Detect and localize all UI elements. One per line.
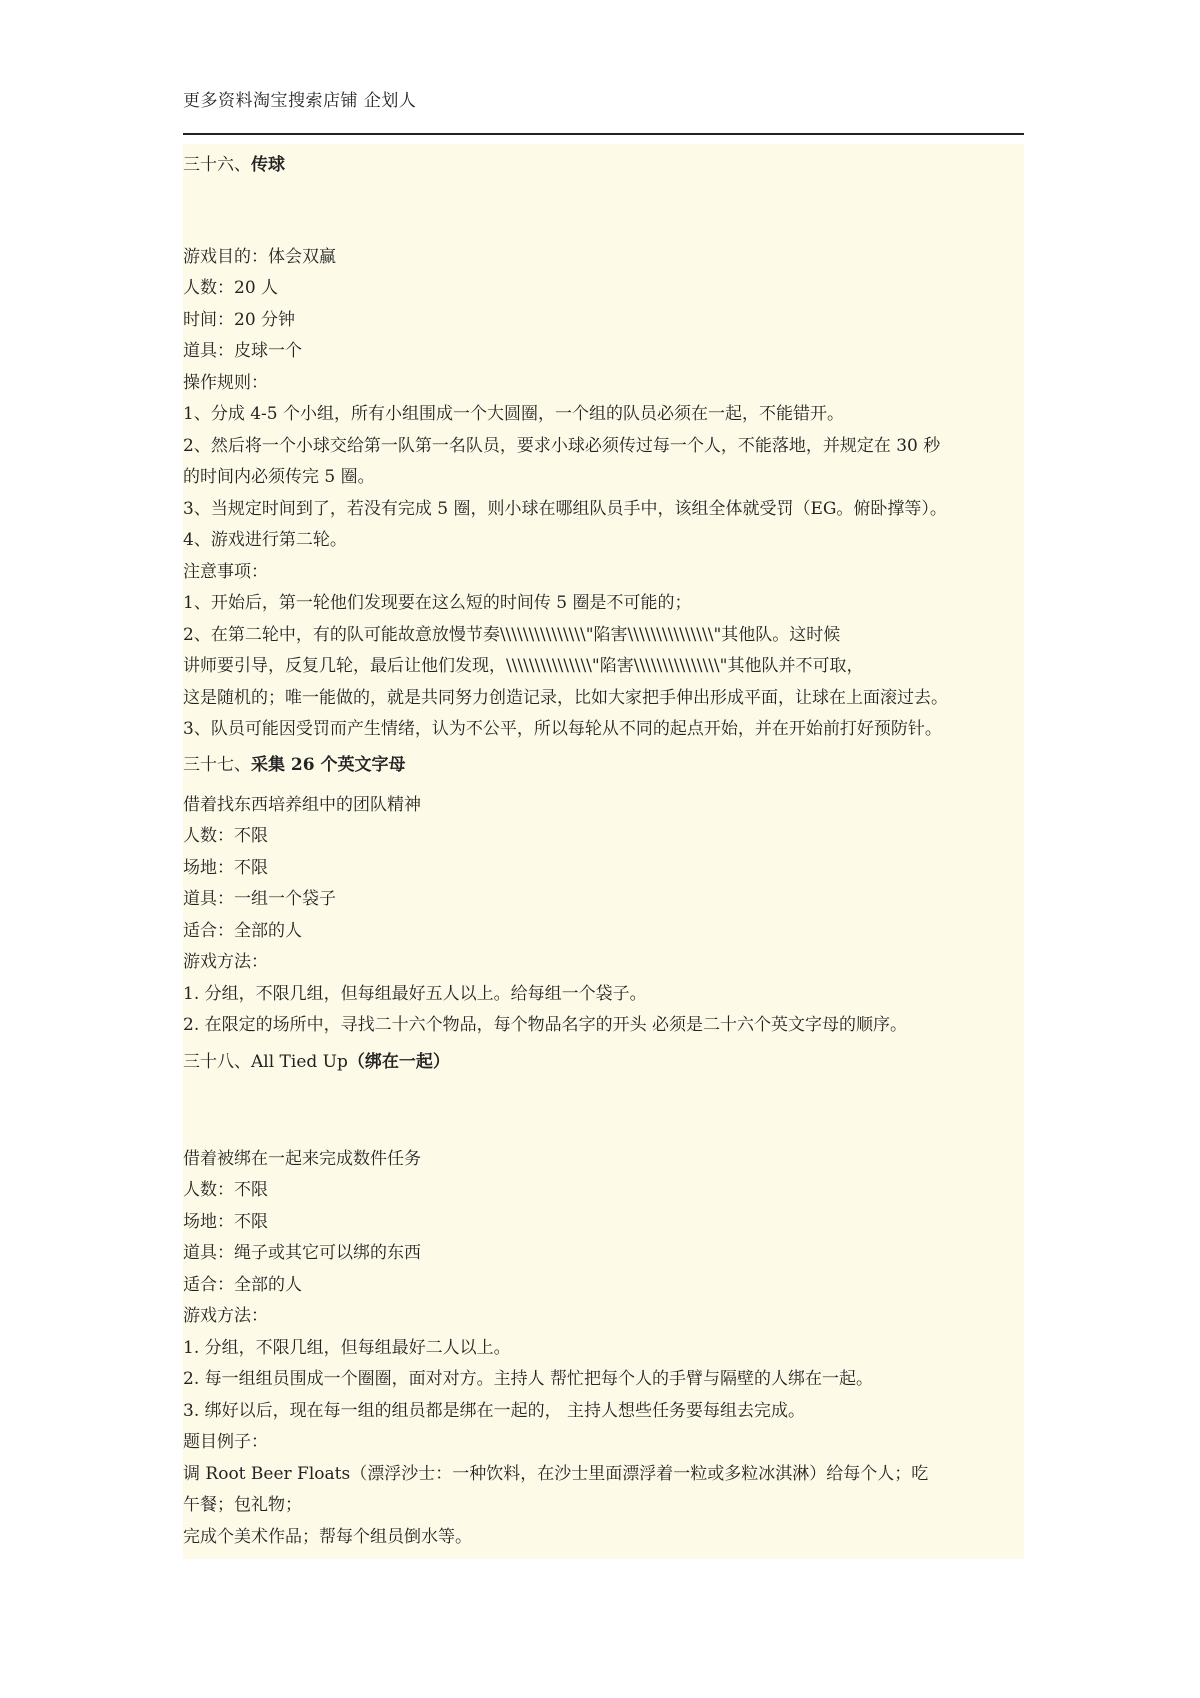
text-line: 2. 每一组组员围成一个圈圈，面对对方。主持人 帮忙把每个人的手臂与隔壁的人绑在一起。 [183, 1369, 874, 1389]
section-title-37: 三十七、采集 26 个英文字母 [183, 755, 406, 775]
text-line: 题目例子： [183, 1432, 268, 1452]
text-line: 道具：一组一个袋子 [183, 889, 336, 909]
text-line: 道具：绳子或其它可以绑的东西 [183, 1243, 421, 1263]
text-line: 2、然后将一个小球交给第一队第一名队员，要求小球必须传过每一个人，不能落地，并规定在 30 秒 [183, 436, 941, 456]
text-line: 1. 分组，不限几组，但每组最好五人以上。给每组一个袋子。 [183, 984, 647, 1004]
text-line: 场地：不限 [183, 1212, 268, 1232]
text-line: 适合：全部的人 [183, 921, 302, 941]
text-line: 完成个美术作品；帮每个组员倒水等。 [183, 1527, 472, 1547]
text-line: 借着找东西培养组中的团队精神 [183, 795, 421, 815]
text-line: 操作规则： [183, 373, 268, 393]
text-line: 游戏目的：体会双赢 [183, 247, 336, 267]
text-line: 3、队员可能因受罚而产生情绪，认为不公平，所以每轮从不同的起点开始，并在开始前打好预防针。 [183, 719, 942, 739]
text-line: 游戏方法： [183, 952, 268, 972]
text-line: 1、分成 4-5 个小组，所有小组围成一个大圆圈，一个组的队员必须在一起，不能错开。 [183, 404, 844, 424]
text-line: 适合：全部的人 [183, 1275, 302, 1295]
text-line: 3. 绑好以后，现在每一组的组员都是绑在一起的， 主持人想些任务要每组去完成。 [183, 1401, 806, 1421]
text-line: 人数：不限 [183, 1180, 268, 1200]
text-line: 2、在第二轮中，有的队可能故意放慢节奏\\\\\\\\\\\\\\\"陷害\\\\\\\\\\\\\\\"其他队。这时候 [183, 625, 841, 645]
text-line: 1、开始后，第一轮他们发现要在这么短的时间传 5 圈是不可能的； [183, 593, 692, 613]
text-line: 人数：不限 [183, 826, 268, 846]
text-line: 时间：20 分钟 [183, 310, 296, 330]
text-line: 讲师要引导，反复几轮，最后让他们发现，\\\\\\\\\\\\\\\"陷害\\\\\\\\\\\\\\\"其他队并不可取， [183, 656, 864, 676]
text-line: 这是随机的；唯一能做的，就是共同努力创造记录，比如大家把手伸出形成平面，让球在上面滚过去。 [183, 688, 948, 708]
text-line: 借着被绑在一起来完成数件任务 [183, 1149, 421, 1169]
section-title-36: 三十六、传球 [183, 155, 285, 175]
page-header: 更多资料淘宝搜索店铺 企划人 [183, 91, 417, 111]
text-line: 人数：20 人 [183, 278, 279, 298]
text-line: 2. 在限定的场所中，寻找二十六个物品，每个物品名字的开头 必须是二十六个英文字母的顺序。 [183, 1015, 908, 1035]
text-line: 4、游戏进行第二轮。 [183, 530, 347, 550]
header-rule [183, 133, 1024, 135]
text-line: 3、当规定时间到了，若没有完成 5 圈，则小球在哪组队员手中，该组全体就受罚（EG。俯卧撑等）。 [183, 499, 947, 519]
content-area [183, 144, 1024, 1559]
text-line: 的时间内必须传完 5 圈。 [183, 467, 375, 487]
text-line: 游戏方法： [183, 1306, 268, 1326]
text-line: 道具：皮球一个 [183, 341, 302, 361]
text-line: 注意事项： [183, 562, 268, 582]
text-line: 午餐；包礼物； [183, 1495, 302, 1515]
text-line: 调 Root Beer Floats（漂浮沙士：一种饮料，在沙士里面漂浮着一粒或多粒冰淇淋）给每个人；吃 [183, 1464, 929, 1484]
text-line: 1. 分组，不限几组，但每组最好二人以上。 [183, 1338, 511, 1358]
section-title-38: 三十八、All Tied Up（绑在一起） [183, 1052, 450, 1072]
text-line: 场地：不限 [183, 858, 268, 878]
